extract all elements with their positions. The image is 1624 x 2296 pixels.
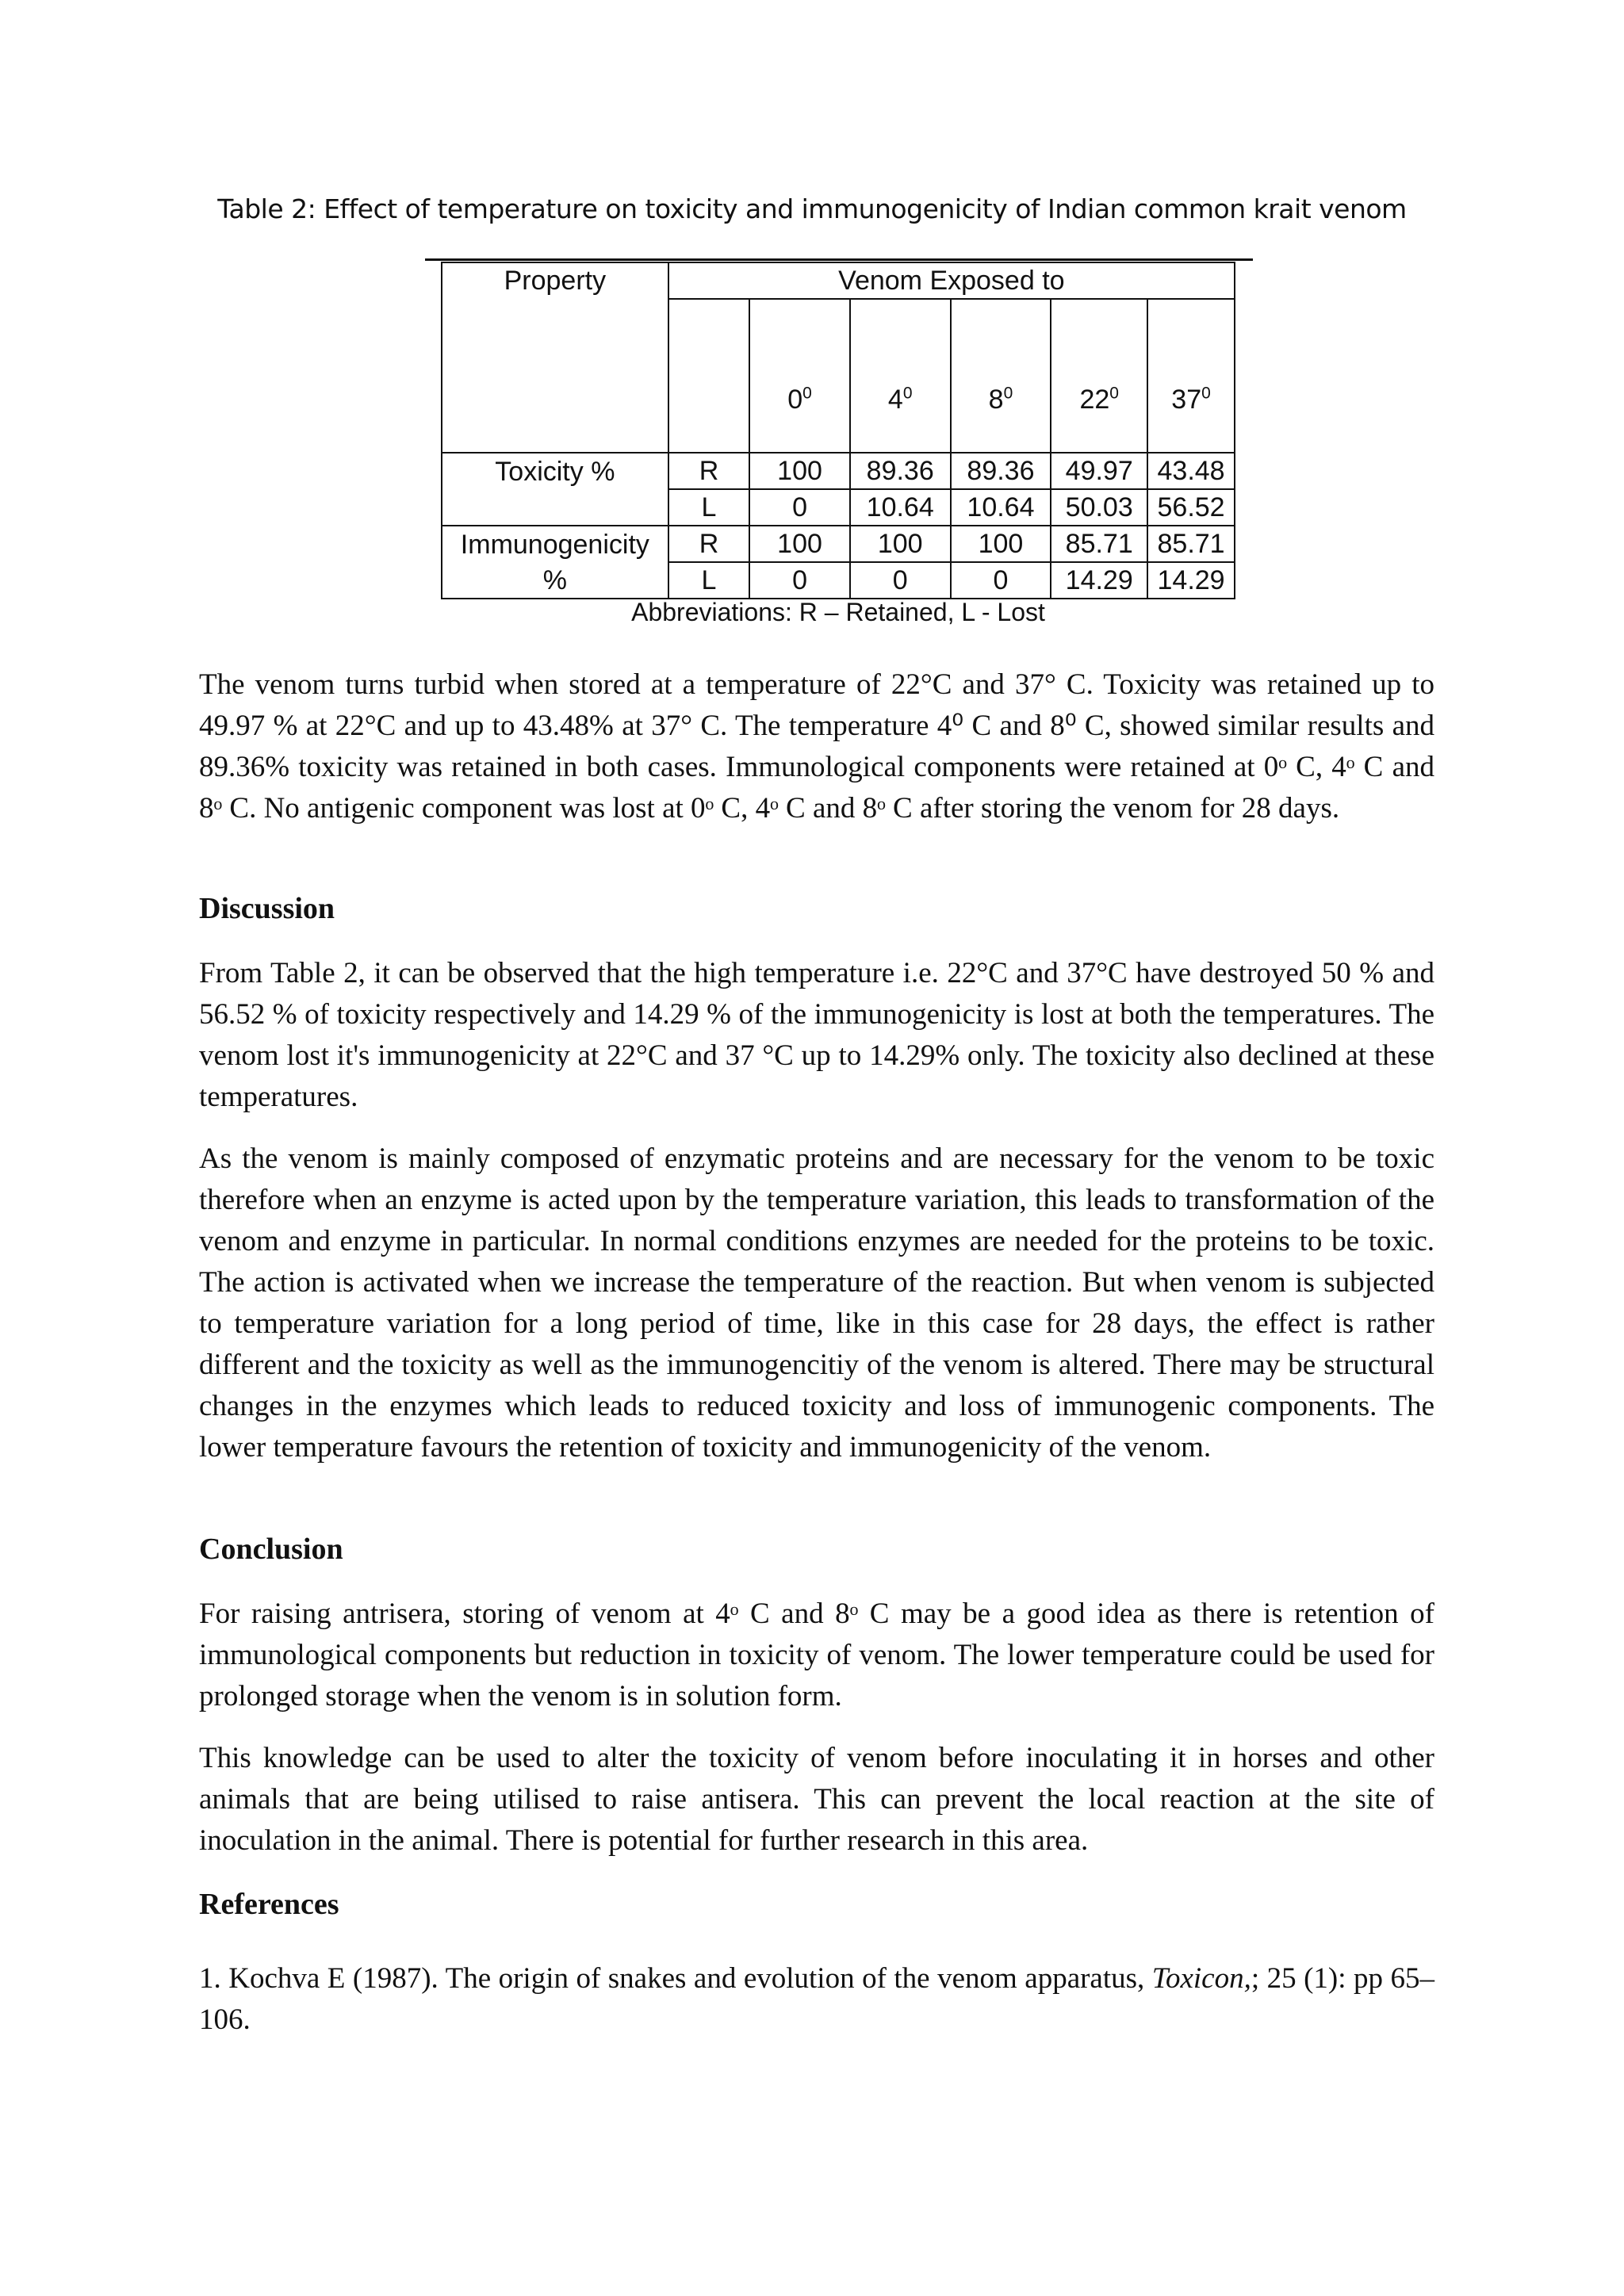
discussion-heading: Discussion	[199, 892, 335, 925]
table-cell: 0	[749, 562, 850, 599]
temp-header: $4^0$	[850, 299, 951, 453]
table-cell: 49.97	[1051, 453, 1147, 489]
table-cell: 100	[850, 526, 951, 562]
table-cell: 10.64	[850, 489, 951, 526]
row-code: R	[668, 453, 750, 489]
conclusion-paragraph: For raising antrisera, storing of venom at 4ᵒ C and 8ᵒ C may be a good idea as there is retention of immunological components but reduction in toxicity of venom. The lower temperature could be used for prolonged storage when the venom is in solution form.	[199, 1598, 1434, 1712]
table-row	[442, 562, 1235, 599]
table-cell: 14.29	[1147, 562, 1235, 599]
venom-exposed-header: Venom Exposed to	[668, 262, 1235, 299]
conclusion-paragraph: This knowledge can be used to alter the toxicity of venom before inoculating it in horses and other animals that are being utilised to raise antisera. This can prevent the local reaction at the site of inoculation in the animal. There is potential for further research in this area.	[199, 1742, 1434, 1857]
table-cell: 85.71	[1147, 526, 1235, 562]
row-label	[442, 489, 668, 526]
table-row	[442, 453, 1235, 489]
results-table	[441, 262, 1235, 599]
table-cell: 56.52	[1147, 489, 1235, 526]
temp-header: $22^0$	[1051, 299, 1147, 453]
property-header: Property	[442, 262, 668, 453]
temp-header: $0^0$	[749, 299, 850, 453]
discussion-paragraph: From Table 2, it can be observed that the high temperature i.e. 22°C and 37°C have destroyed 50 % and 56.52 % of toxicity respectively and 14.29 % of the immunogenicity is lost at both the temperatures. The venom lost it's immunogenicity at 22°C and 37 °C up to 14.29% only. The toxicity also declined at these temperatures.	[199, 957, 1434, 1113]
results-paragraph: The venom turns turbid when stored at a temperature of 22°C and 37° C. Toxicity was retained up to 49.97 % at 22°C and up to 43.48% at 37° C. The temperature 4⁰ C and 8⁰ C, showed similar results and 89.36% toxicity was retained in both cases. Immunological components were retained at 0ᵒ C, 4ᵒ C and 8ᵒ C. No antigenic component was lost at 0ᵒ C, 4ᵒ C and 8ᵒ C after storing the venom for 28 days.	[199, 668, 1434, 825]
temp-header: $37^0$	[1147, 299, 1235, 453]
table-cell: 10.64	[951, 489, 1051, 526]
table-cell: 43.48	[1147, 453, 1235, 489]
table-cell: 89.36	[951, 453, 1051, 489]
row-label: Immunogenicity	[442, 526, 668, 562]
references-heading: References	[199, 1888, 339, 1921]
row-label: %	[442, 562, 668, 599]
journal-name: Toxicon,	[1151, 1962, 1251, 1995]
table-row	[442, 489, 1235, 526]
table-cell: 14.29	[1051, 562, 1147, 599]
table-cell: 89.36	[850, 453, 951, 489]
row-label: Toxicity %	[442, 453, 668, 489]
reference-item: 1. Kochva E (1987). The origin of snakes and evolution of the venom apparatus, Toxicon,; 25 (1): pp 65–106.	[199, 1962, 1435, 2036]
blank-code-header	[668, 299, 750, 453]
table-cell: 100	[749, 453, 850, 489]
table-cell: 0	[951, 562, 1051, 599]
table-abbreviations: Abbreviations: R – Retained, L - Lost	[631, 598, 1045, 626]
table-cell: 0	[749, 489, 850, 526]
table-cell: 100	[749, 526, 850, 562]
discussion-paragraph: As the venom is mainly composed of enzymatic proteins and are necessary for the venom to be toxic therefore when an enzyme is acted upon by the temperature variation, this leads to transformation of the venom and enzyme in particular. In normal conditions enzymes are needed for the proteins to be toxic. The action is activated when we increase the temperature of the reaction. But when venom is subjected to temperature variation for a long period of time, like in this case for 28 days, the effect is rather different and the toxicity as well as the immunogencitiy of the venom is altered. There may be structural changes in the enzymes which leads to reduced toxicity and loss of immunogenic components. The lower temperature favours the retention of toxicity and immunogenicity of the venom.	[199, 1142, 1434, 1464]
table-cell: 50.03	[1051, 489, 1147, 526]
table-caption: Table 2: Effect of temperature on toxicity and immunogenicity of Indian common krait venom	[217, 193, 1407, 224]
row-code: L	[668, 489, 750, 526]
table-row	[442, 526, 1235, 562]
row-code: L	[668, 562, 750, 599]
temp-header: $8^0$	[951, 299, 1051, 453]
conclusion-heading: Conclusion	[199, 1533, 343, 1566]
table-header-row	[442, 262, 1235, 299]
table-cell: 100	[951, 526, 1051, 562]
table-cell: 85.71	[1051, 526, 1147, 562]
table-cell: 0	[850, 562, 951, 599]
row-code: R	[668, 526, 750, 562]
table-top-rule	[425, 258, 1253, 261]
